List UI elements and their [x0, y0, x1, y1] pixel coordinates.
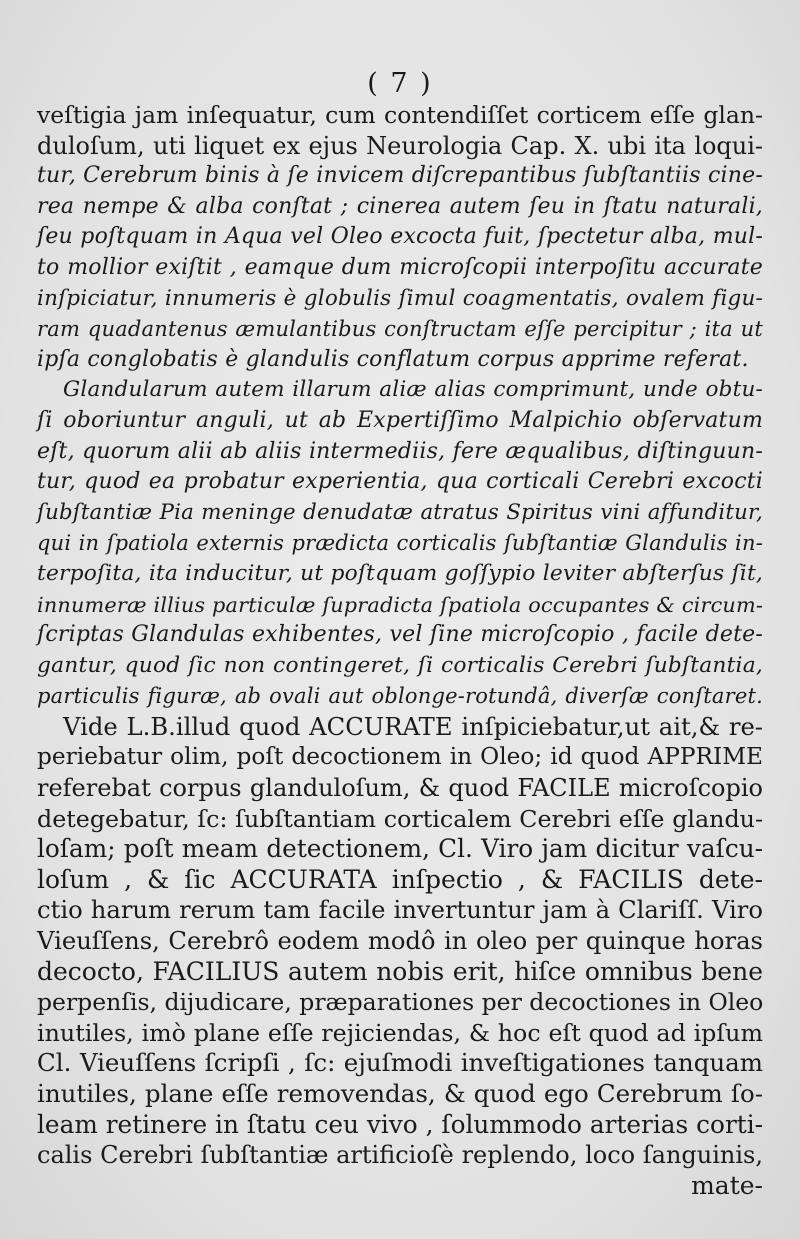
text-line: ſi oboriuntur anguli, ut ab Expertiſſimo Malpichio obſervatum — [37, 407, 763, 433]
text-line: ſcriptas Glandulas exhibentes, vel ſine microſcopio , facile dete- — [37, 622, 763, 648]
text-line: referebat corpus glanduloſum, & quod FACILE microſcopio — [37, 774, 763, 803]
text-line: ſeu poſtquam in Aqua vel Oleo excocta fuit, ſpectetur alba, mul- — [37, 224, 763, 250]
text-line: leam retinere in ſtatu ceu vivo , ſolummodo arterias corti- — [37, 1109, 763, 1139]
text-line: calis Cerebri ſubſtantiæ artificioſè replendo, loco ſanguinis, — [37, 1141, 763, 1170]
text-line: to mollior exiſtit , eamque dum microſcopii interpoſitu accurate — [37, 254, 763, 280]
text-line: rea nempe & alba conſtat ; cinerea autem ſeu in ſtatu naturali, — [37, 193, 763, 219]
text-line: tur, Cerebrum binis à ſe invicem diſcrepantibus ſubſtantiis cine- — [37, 163, 763, 189]
text-line: loſam; poſt meam detectionem, Cl. Viro jam dicitur vaſcu- — [37, 834, 763, 864]
text-line: ctio harum rerum tam facile invertuntur jam à Clariſſ. Viro — [37, 895, 763, 925]
text-line: decocto, FACILIUS autem nobis erit, hiſce omnibus bene — [37, 956, 763, 986]
text-line: Vieuſſens, Cerebrô eodem modô in oleo per quinque horas — [37, 926, 763, 956]
text-line: Glandularum autem illarum aliæ alias comprimunt, unde obtu- — [63, 377, 763, 403]
text-line: particulis figuræ, ab ovali aut oblonge-rotundâ, diverſæ conſtaret. — [37, 684, 763, 709]
text-line: perpenſis, dijudicare, præparationes per decoctiones in Oleo — [37, 988, 764, 1017]
text-line: inſpiciatur, innumeris è globulis ſimul coagmentatis, ovalem figu- — [37, 285, 763, 311]
text-line: detegebatur, ſc: ſubſtantiam corticalem Cerebri eſſe glandu- — [37, 804, 763, 833]
text-line: innumeræ illius particulæ ſupradicta ſpatiola occupantes & circum- — [37, 592, 764, 617]
text-line: inutiles, plane eſſe removendas, & quod ego Cerebrum ſo- — [37, 1079, 763, 1108]
text-line: eſt, quorum alii ab aliis intermediis, fere æqualibus, diſtinguun- — [37, 438, 763, 464]
text-line: duloſum, uti liquet ex ejus Neurologia Cap. X. ubi ita loqui- — [37, 131, 763, 160]
text-line: inutiles, imò plane eſſe rejiciendas, & hoc eſt quod ad ipſum — [37, 1018, 763, 1047]
text-line: loſum , & ſic ACCURATA inſpectio , & FACILIS dete- — [37, 864, 763, 894]
body-text — [37, 100, 763, 1201]
text-line: ipſa conglobatis è glandulis conflatum corpus apprime referat. — [37, 346, 749, 372]
text-line: ſubſtantiæ Pia meninge denudatæ atratus Spiritus vini affunditur, — [37, 499, 763, 525]
text-line: mate- — [691, 1170, 763, 1200]
text-line: gantur, quod ſic non contingeret, ſi corticalis Cerebri ſubſtantia, — [37, 652, 763, 678]
page-number: ( 7 ) — [367, 68, 433, 99]
text-line: terpoſita, ita inducitur, ut poſtquam goſſypio leviter abſterſus ſit, — [37, 560, 763, 586]
text-line: Vide L.B.illud quod ACCURATE inſpiciebatur,ut ait,& re- — [63, 711, 763, 741]
text-line: qui in ſpatiola externis prædicta corticalis ſubſtantiæ Glandulis in- — [37, 531, 763, 556]
text-line: veſtigia jam inſequatur, cum contendiſſet corticem eſſe glan- — [37, 101, 763, 129]
text-line: Cl. Vieuſſens ſcripſi , ſc: ejuſmodi inveſtigationes tanquam — [37, 1048, 763, 1078]
text-line: periebatur olim, poſt decoctionem in Oleo; id quod APPRIME — [37, 743, 763, 771]
text-line: tur, quod ea probatur experientia, qua corticali Cerebri excocti — [37, 469, 763, 495]
text-line: ram quadantenus æmulantibus conſtructam eſſe percipitur ; ita ut — [37, 317, 763, 342]
